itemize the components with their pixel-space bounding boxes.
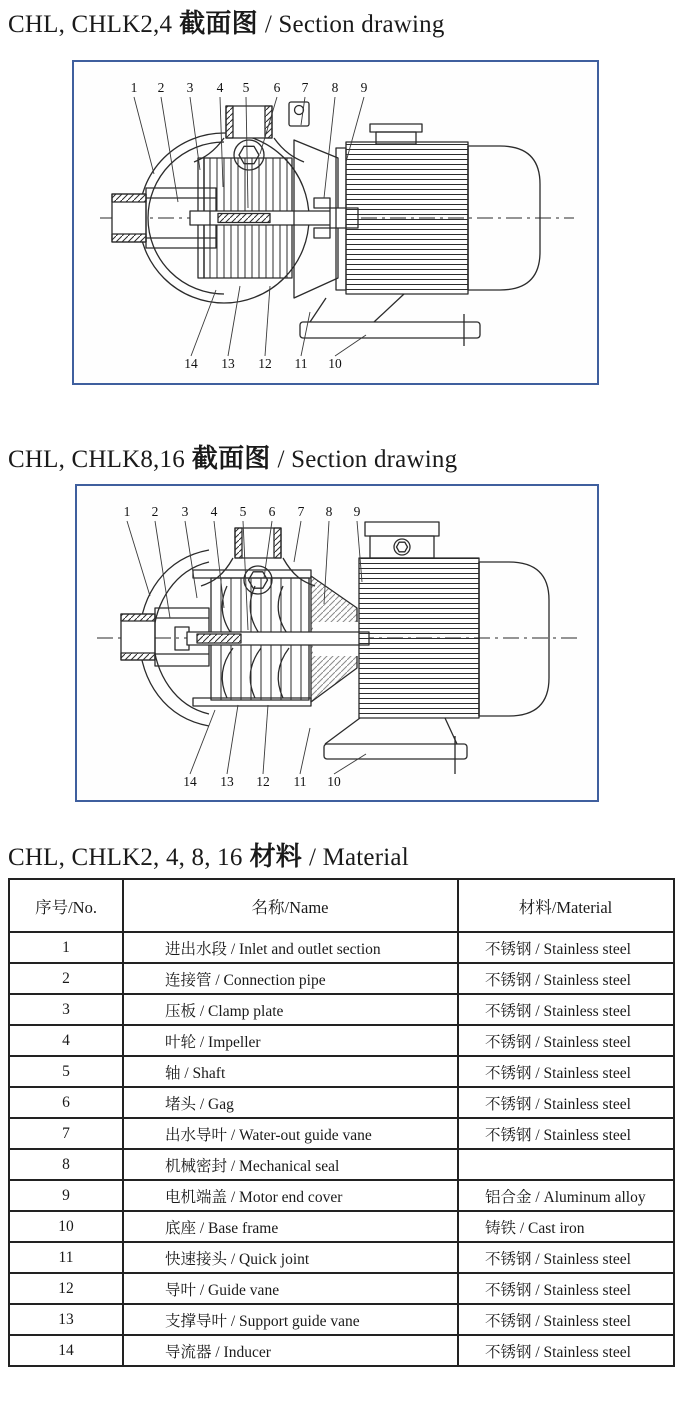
callout-label-6: 6 [273,80,281,95]
table-row [9,1242,674,1273]
callout-label-12: 12 [256,774,270,789]
cell-no: 4 [9,1025,123,1056]
callout-label-10: 10 [328,356,342,371]
cell-name: 堵头 / Gag [123,1087,458,1118]
callout-label-11: 11 [294,356,308,371]
cell-material: 不锈钢 / Stainless steel [458,1335,674,1366]
cell-name: 压板 / Clamp plate [123,994,458,1025]
callout-label-4: 4 [210,504,218,519]
callout-label-5: 5 [242,80,250,95]
base-frame [324,718,467,774]
callout-label-7: 7 [301,80,309,95]
cell-material: 不锈钢 / Stainless steel [458,1056,674,1087]
material-title-model: CHL, CHLK2, 4, 8, 16 [8,844,243,871]
table-row [9,1056,674,1087]
header-no: 序号/No. [9,879,123,932]
header-name: 名称/Name [123,879,458,932]
table-row [9,1149,674,1180]
cell-name: 连接管 / Connection pipe [123,963,458,994]
callout-label-14: 14 [183,774,197,789]
header-material: 材料/Material [458,879,674,932]
callout-leader-12 [263,705,268,774]
cell-no: 2 [9,963,123,994]
table-row [9,1087,674,1118]
cell-no: 8 [9,1149,123,1180]
cell-material: 不锈钢 / Stainless steel [458,1304,674,1335]
callout-label-3: 3 [186,80,194,95]
callout-leader-1 [127,521,150,596]
cell-name: 出水导叶 / Water-out guide vane [123,1118,458,1149]
callout-leader-12 [265,286,270,356]
callout-label-4: 4 [216,80,224,95]
callout-label-9: 9 [360,80,368,95]
callout-label-2: 2 [157,80,165,95]
callout-label-11: 11 [293,774,307,789]
cell-material: 不锈钢 / Stainless steel [458,1242,674,1273]
cell-name: 支撑导叶 / Support guide vane [123,1304,458,1335]
shaft [190,211,334,225]
callout-leader-13 [227,705,238,774]
cell-no: 3 [9,994,123,1025]
terminal-box [370,124,422,144]
cell-name: 快速接头 / Quick joint [123,1242,458,1273]
callout-label-3: 3 [181,504,189,519]
table-row [9,1304,674,1335]
cell-material: 不锈钢 / Stainless steel [458,1087,674,1118]
section2-drawing-frame [75,484,599,802]
cell-name: 导叶 / Guide vane [123,1273,458,1304]
table-row [9,1335,674,1366]
cell-no: 6 [9,1087,123,1118]
section2-title [8,438,457,475]
cell-name: 导流器 / Inducer [123,1335,458,1366]
callout-leader-3 [190,97,200,170]
table-row [9,1273,674,1304]
callout-label-8: 8 [331,80,339,95]
callout-label-14: 14 [184,356,198,371]
cell-name: 电机端盖 / Motor end cover [123,1180,458,1211]
callout-label-13: 13 [221,356,235,371]
cell-material: 铝合金 / Aluminum alloy [458,1180,674,1211]
callout-label-9: 9 [353,504,361,519]
callout-leader-13 [228,286,240,356]
pump-section-drawing-chl24 [74,62,597,383]
cell-no: 13 [9,1304,123,1335]
callout-label-5: 5 [239,504,247,519]
callout-leader-14 [190,710,215,774]
pump-section-drawing-chl816 [77,486,597,800]
callout-leader-7 [301,97,305,125]
cell-material: 不锈钢 / Stainless steel [458,1118,674,1149]
table-row [9,932,674,963]
cell-no: 10 [9,1211,123,1242]
section1-drawing-frame [72,60,599,385]
callout-leader-2 [161,97,178,202]
callout-leader-1 [134,97,154,174]
cell-material: 铸铁 / Cast iron [458,1211,674,1242]
material-title [8,836,409,873]
cell-material [458,1149,674,1180]
header-row [9,879,674,932]
callout-leader-11 [300,728,310,774]
material-title-en: / Material [308,844,409,871]
base-frame [300,294,480,346]
section2-title-cn: 截面图 [191,444,271,473]
callout-leader-8 [324,97,335,198]
table-row [9,1118,674,1149]
cell-name: 轴 / Shaft [123,1056,458,1087]
cell-name: 进出水段 / Inlet and outlet section [123,932,458,963]
material-title-cn: 材料 [249,842,302,871]
callout-leader-3 [185,521,197,598]
table-row [9,1211,674,1242]
section2-title-en: / Section drawing [277,446,458,473]
cell-material: 不锈钢 / Stainless steel [458,994,674,1025]
section1-title-en: / Section drawing [264,11,445,38]
callout-label-2: 2 [151,504,159,519]
callout-label-6: 6 [268,504,276,519]
cell-material: 不锈钢 / Stainless steel [458,1273,674,1304]
section2-title-model: CHL, CHLK8,16 [8,446,185,473]
cell-material: 不锈钢 / Stainless steel [458,963,674,994]
lifting-eye [289,102,309,126]
callout-label-10: 10 [327,774,341,789]
cell-no: 7 [9,1118,123,1149]
cell-name: 机械密封 / Mechanical seal [123,1149,458,1180]
callout-label-13: 13 [220,774,234,789]
table-row [9,994,674,1025]
cell-no: 14 [9,1335,123,1366]
cell-no: 1 [9,932,123,963]
callout-label-12: 12 [258,356,272,371]
table-row [9,963,674,994]
section1-title-cn: 截面图 [179,9,258,38]
material-table-head [9,879,674,932]
cell-material: 不锈钢 / Stainless steel [458,932,674,963]
table-row [9,1180,674,1211]
callout-leader-7 [294,521,301,562]
cell-no: 9 [9,1180,123,1211]
material-table-body [9,932,674,1366]
table-row [9,1025,674,1056]
callout-label-7: 7 [297,504,305,519]
cell-material: 不锈钢 / Stainless steel [458,1025,674,1056]
cell-name: 叶轮 / Impeller [123,1025,458,1056]
material-table [8,878,675,1367]
callout-label-8: 8 [325,504,333,519]
callout-leader-10 [334,754,366,774]
section1-title-model: CHL, CHLK2,4 [8,11,173,38]
callout-leader-11 [301,312,310,356]
cell-no: 12 [9,1273,123,1304]
callout-label-1: 1 [130,80,138,95]
cell-name: 底座 / Base frame [123,1211,458,1242]
callout-label-1: 1 [123,504,131,519]
cell-no: 5 [9,1056,123,1087]
cell-no: 11 [9,1242,123,1273]
motor-body [359,558,549,718]
section1-title [8,3,445,40]
terminal-box [365,522,439,558]
